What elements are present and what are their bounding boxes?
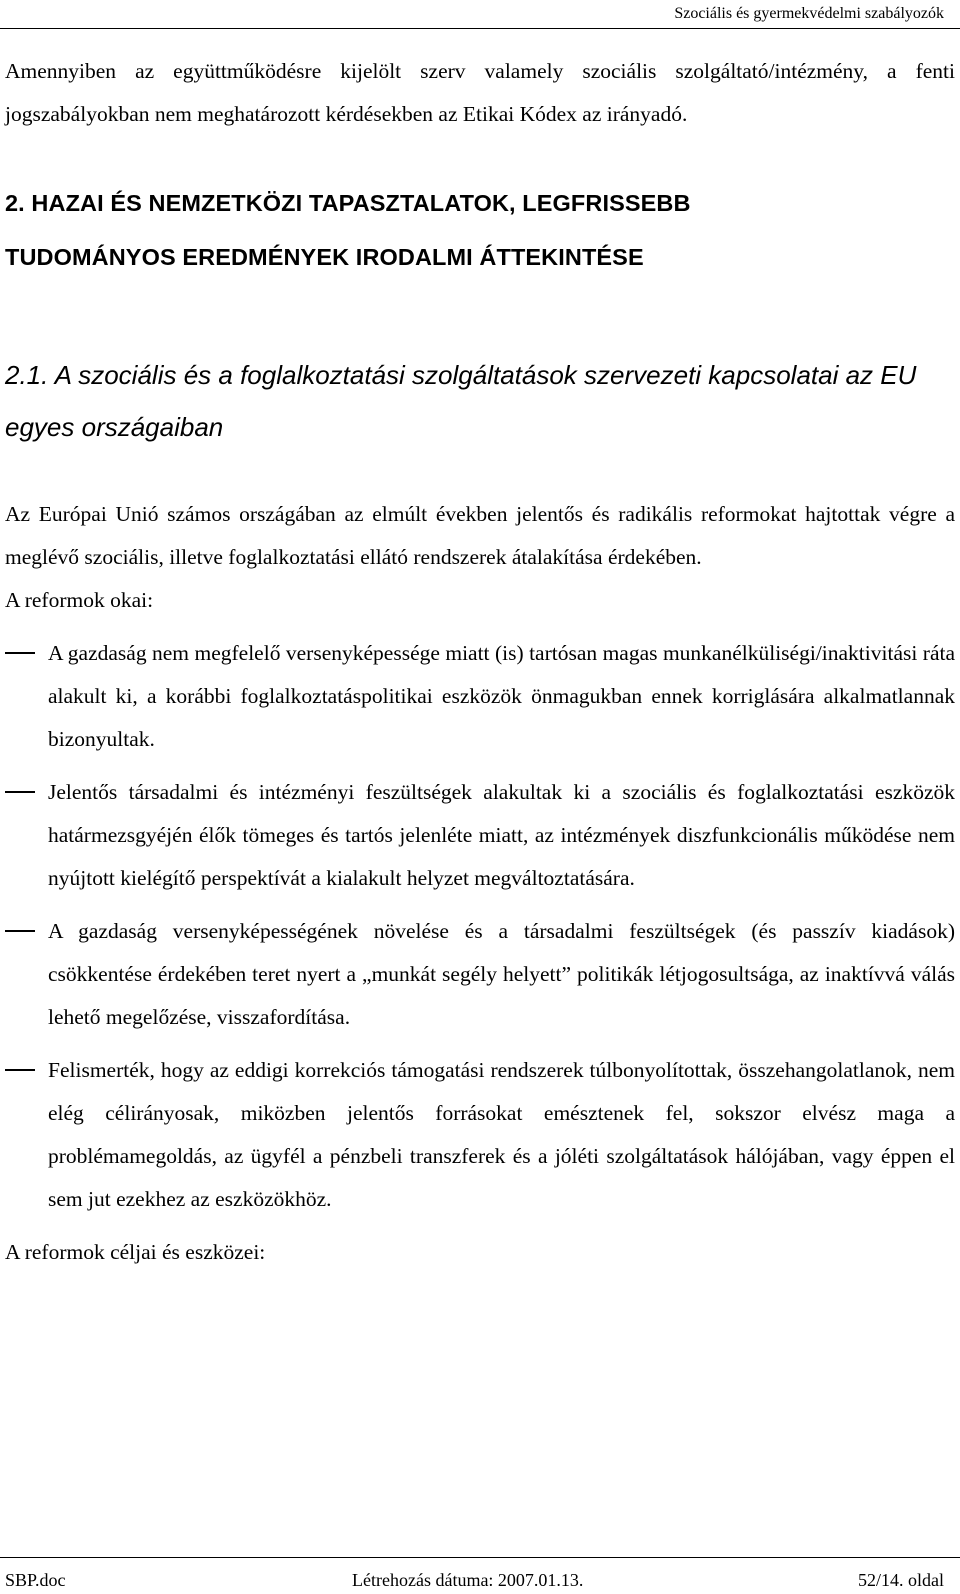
goals-label: A reformok céljai és eszközei: [5, 1240, 266, 1264]
dash-bullet-icon [5, 652, 35, 654]
footer-filename: SBP.doc [5, 1570, 66, 1590]
list-item [5, 910, 955, 1039]
footer-page-number: 52/14. oldal [858, 1570, 944, 1590]
dash-bullet-icon [5, 791, 35, 793]
document-body [5, 50, 955, 1274]
reasons-list [5, 632, 955, 1221]
list-item-text: A gazdaság nem megfelelő versenyképessége miatt (is) tartósan magas munkanélküliségi/inaktivitási ráta alakult ki, a korábbi foglalkoztatáspolitikai eszközök önmagukban ennek korriglására alkalmatlannak bizonyultak. [48, 641, 955, 751]
list-item [5, 771, 955, 900]
list-item-text: Jelentős társadalmi és intézményi feszültségek alakultak ki a szociális és foglalkoztatási eszközök határmezsgyéjén élők tömeges és tartós jelenléte miatt, az intézmények diszfunkcionális működése nem nyújtott kielégítő perspektívát a kialakult helyzet megváltoztatására. [48, 780, 955, 890]
reasons-label: A reformok okai: [5, 588, 154, 612]
eu-paragraph: Az Európai Unió számos országában az elmúlt években jelentős és radikális reformokat hajtottak végre a meglévő szociális, illetve foglalkoztatási ellátó rendszerek átalakítása érdekében. [5, 502, 955, 569]
section-heading-line1: 2. HAZAI ÉS NEMZETKÖZI TAPASZTALATOK, LEGFRISSEBB [5, 190, 691, 216]
subsection-heading: 2.1. A szociális és a foglalkoztatási szolgáltatások szervezeti kapcsolatai az EU egyes országaiban [5, 360, 917, 442]
list-item-text: A gazdaság versenyképességének növelése és a társadalmi feszültségek (és passzív kiadások) csökkentése érdekében teret nyert a „munkát segély helyett” politikák létjogosultsága, az inaktívvá válás lehető megelőzése, visszafordítása. [48, 919, 955, 1029]
page-header [0, 0, 960, 29]
list-item [5, 632, 955, 761]
section-heading-line2: TUDOMÁNYOS EREDMÉNYEK IRODALMI ÁTTEKINTÉSE [5, 244, 644, 270]
dash-bullet-icon [5, 1069, 35, 1071]
intro-paragraph: Amennyiben az együttműködésre kijelölt szerv valamely szociális szolgáltató/intézmény, a fenti jogszabályokban nem meghatározott kérdésekben az Etikai Kódex az irányadó. [5, 59, 955, 126]
header-title: Szociális és gyermekvédelmi szabályozók [674, 5, 944, 22]
list-item [5, 1049, 955, 1221]
footer-created-date: Létrehozás dátuma: 2007.01.13. [352, 1570, 584, 1590]
dash-bullet-icon [5, 930, 35, 932]
section-heading [5, 176, 955, 284]
list-item-text: Felismerték, hogy az eddigi korrekciós támogatási rendszerek túlbonyolítottak, összehangolatlanok, nem elég célirányosak, miközben jelentős forrásokat emésztenek fel, sokszor elvész maga a problémamegoldás, az ügyfél a pénzbeli transzferek és a jóléti szolgáltatások hálójában, vagy éppen el sem jut ezekhez az eszközökhöz. [48, 1058, 955, 1211]
page-footer [0, 1557, 960, 1594]
